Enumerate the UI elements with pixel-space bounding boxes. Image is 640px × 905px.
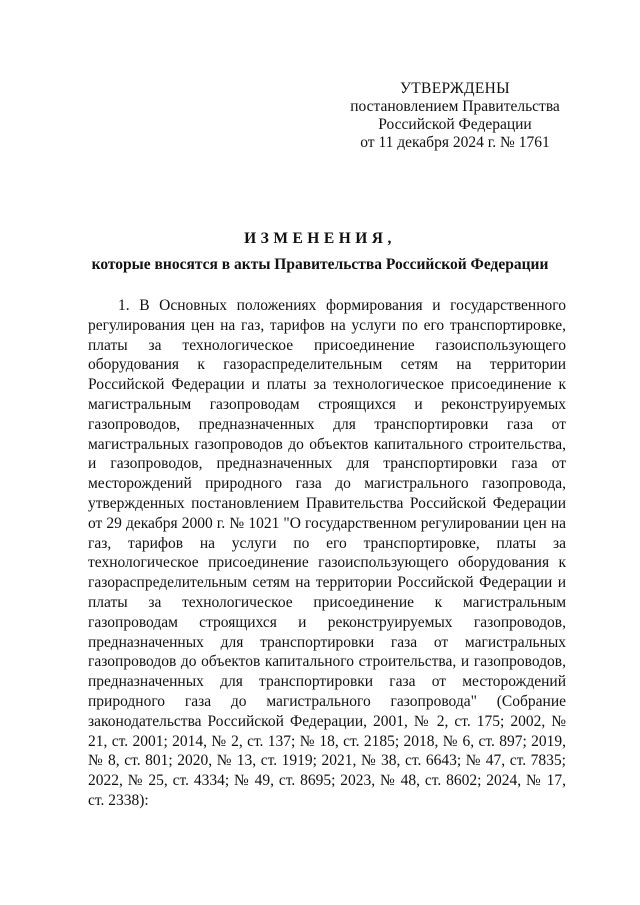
paragraph-1: 1. В Основных положениях формирования и государственного регулирования цен на газ, тарифов на услуги по его транспортировке, платы за технологическое присоединение газоиспользующего оборудования к газораспределительным сетям на территории Российской Федерации и платы за технологическое присоединение к магистральным газопроводам строящихся и реконструируемых газопроводов, предназначенных для транспортировки газа от магистральных газопроводов до объектов капитального строительства, и газопроводов, предназначенных для транспортировки газа от месторождений природного газа до магистрального газопровода, утвержденных постановлением Правительства Российской Федерации от 29 декабря 2000 г. № 1021 "О государственном регулировании цен на газ, тарифов на услуги по его транспортировке, платы за технологическое присоединение газоиспользующего оборудования к газораспределительным сетям на территории Российской Федерации и платы за технологическое присоединение к магистральным газопроводам строящихся и реконструируемых газопроводов, предназначенных для транспортировки газа от магистральных газопроводов до объектов капитального строительства, и газопроводов, предназначенных для транспортировки газа от месторождений природного газа до магистрального газопровода" (Собрание законодательства Российской Федерации, 2001, № 2, ст. 175; 2002, № 21, ст. 2001; 2014, № 2, ст. 137; № 18, ст. 2185; 2018, № 6, ст. 897; 2019, № 8, ст. 801; 2020, № 13, ст. 1919; 2021, № 38, ст. 6643; № 47, ст. 7835; 2022, № 25, ст. 4334; № 49, ст. 8695; 2023, № 48, ст. 8602; 2024, № 17, ст. 2338): (88, 297, 566, 809)
approval-stamp (330, 80, 580, 152)
document-body (88, 296, 566, 811)
document-title: ИЗМЕНЕНИЯ, (244, 230, 396, 247)
document-title-block (70, 228, 570, 276)
document-subtitle: которые вносятся в акты Правительства Российской Федерации (91, 256, 549, 273)
approval-heading: УТВЕРЖДЕНЫ (400, 80, 510, 97)
approval-line-government: Российской Федерации (378, 116, 532, 133)
approval-line-date-number: от 11 декабря 2024 г. № 1761 (360, 134, 550, 151)
approval-line-resolution: постановлением Правительства (350, 98, 560, 115)
